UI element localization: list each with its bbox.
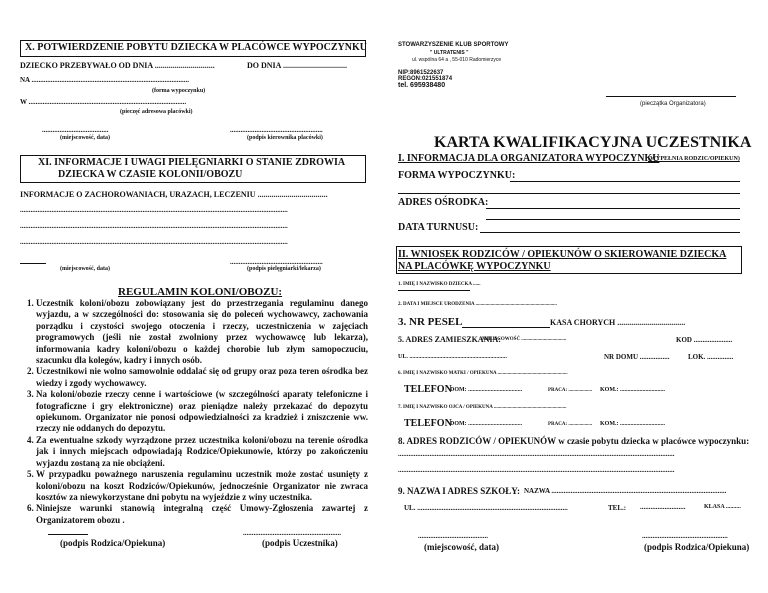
rules-sig-left-caption: (podpis Rodzica/Opiekuna) (60, 538, 166, 548)
father-phone-label: TELEFON (404, 418, 452, 429)
sig-parent-caption: (podpis Rodzica/Opiekuna) (644, 542, 750, 552)
sig-place-caption: (miejscowość, data) (424, 542, 499, 552)
s10-sig-left-caption: (miejscowość, data) (60, 135, 110, 141)
club-address: ul. wspólna 64 a , 55-010 Radomierzyce (412, 57, 502, 63)
s10-sig-left-dots: ...................................... (42, 126, 109, 134)
rule-item: 3. Na koloni/obozie rzeczy cenne i wartościowe (w szczególności aparaty telefoniczne i fotograficzne i gry elektroniczne) oraz pieniądze należy przekazać do depozytu opiekunom. Organizator nie ponosi odpowiedzialności za kradzież i zniszczenie ww. rzeczy nie oddanych do depozytu. (36, 389, 368, 435)
pesel-input[interactable] (462, 327, 550, 328)
rules-sig-right-dots: ........................................................ (243, 529, 341, 537)
postcode-field[interactable]: KOD ...................... (676, 336, 733, 344)
school-label: 9. NAZWA I ADRES SZKOŁY: (398, 486, 520, 496)
rules-sig-right-caption: (podpis Uczestnika) (262, 538, 338, 548)
mother-name-field[interactable]: 6. IMIĘ I NAZWISKO MATKI / OPIEKUNA ........................................................ (398, 371, 568, 376)
rule-item: 5. W przypadku poważnego naruszenia regulaminu uczestnik może zostać usunięty z koloni/obozu na koszt Rodziców/Opiekunów, jednocześnie Organizator nie zwraca kosztów za niewykorzystane dni pobytu na wyjeździe z winy uczestnika. (36, 469, 368, 503)
rules-sig-left-line (48, 534, 88, 535)
section-i-title: I. INFORMACJA DLA ORGANIZATORA WYPOCZYNKU (398, 153, 660, 164)
club-name: STOWARZYSZENIE KLUB SPORTOWY (398, 42, 509, 48)
section-xi-title-2: DZIECKA W CZASIE KOLONII/OBOZU (58, 169, 243, 180)
s11-sig-right-caption: (podpis pielęgniarki/lekarza) (247, 266, 321, 272)
turnus-date-input[interactable] (480, 232, 740, 233)
house-no-field[interactable]: NR DOMU ................. (604, 353, 670, 361)
club-quote: " ULTRATENIS " (430, 50, 469, 56)
school-name-field[interactable]: NAZWA .................................................................................................... (524, 487, 727, 495)
club-nip: NIP:8961522637 (398, 70, 444, 76)
vacation-form-caption: (forma wypoczynku) (152, 88, 206, 94)
father-home-phone-field[interactable]: DOM: .................................... (450, 421, 523, 427)
birth-field[interactable]: 2. DATA I MIEJSCE URODZENIA ................................................................. (398, 302, 557, 307)
school-street-field[interactable]: UL. ...................................................................................... (404, 504, 568, 512)
sig-place-dots: ........................................ (418, 532, 488, 540)
rules-title: REGULAMIN KOLONI/OBOZU: (118, 286, 283, 298)
turnus-date-label: DATA TURNUSU: (398, 222, 479, 233)
club-regon: REGON:021551874 (398, 76, 453, 82)
father-name-field[interactable]: 7. IMIĘ I NAZWISKO OJCA / OPIEKUNA .......................................................... (398, 405, 567, 410)
street-field[interactable]: UL. ................................................................. (398, 354, 507, 360)
rule-item: 4. Za ewentualne szkody wyrządzone przez uczestnika koloni/obozu na terenie ośrodka jak i innych miejscach odpowiadają Rodzice/Opiekunowie, którzy po zakończeniu wyjazdu zostaną za nie obciążeni. (36, 435, 368, 469)
health-info-line-3: ......................................................................................................................................................... (20, 238, 288, 246)
card-title: KARTA KWALIFIKACYJNA UCZESTNIKA (434, 134, 752, 151)
parents-address-line-1[interactable]: .............................................................................................................................................................. (398, 450, 675, 458)
stamp-caption: (pieczątka Organizatora) (640, 101, 706, 107)
section-xi-title-1: XI. INFORMACJE I UWAGI PIELĘGNIARKI O STANIE ZDROWIA (38, 157, 346, 168)
rule-item: 2. Uczestnikowi nie wolno samowolnie oddalać się od grupy oraz poza teren ośrodka bez wiedzy i zgody wychowawcy. (36, 366, 368, 389)
health-info-line-1: ......................................................................................................................................................... (20, 206, 288, 214)
stay-to: DO DNIA ................................ (247, 61, 348, 70)
father-work-phone-field[interactable]: PRACA: ................... (548, 422, 593, 427)
rule-item: 1. Uczestnik koloni/obozu zobowiązany jest do przestrzegania regulaminu danego wyjazdu, a w szczególności do: stosowania się do poleceń wychowawcy, zachowania porządku i czystości swojego otoczenia i rzeczy, uczestniczenia w zajęciach programowych (jeśli nie został zwolniony przez wychowawcę lub lekarza), informowania kadry koloni/obozu o każdej chorobie lub złym samopoczuciu, szacunku dla kolegów, kadry i innych osób. (36, 298, 368, 366)
pesel-label: 3. NR PESEL (398, 316, 463, 328)
section-i-note: (WYPEŁNIA RODZIC/OPIEKUN) (648, 156, 740, 162)
health-info-label: INFORMACJE O ZACHOROWANIACH, URAZACH, LECZENIU ................................... (20, 190, 328, 199)
vacation-form-field: NA .......................................................................................... (20, 76, 189, 84)
school-tel-field[interactable]: .......................... (640, 503, 686, 511)
facility-address-input[interactable] (486, 208, 740, 209)
facility-field: W .......................................................................................... (20, 98, 187, 106)
father-mobile-phone-field[interactable]: KOM.: .............................. (600, 421, 665, 427)
s11-sig-right-dots: ..................................................... (230, 258, 323, 266)
stay-from: DZIECKO PRZEBYWAŁO OD DNIA .............................. (20, 61, 215, 70)
s11-sig-left-line (20, 263, 46, 264)
facility-address-label: ADRES OŚRODKA: (398, 197, 489, 208)
section-ii-title-2: NA PLACÓWKĘ WYPOCZYNKU (398, 261, 551, 272)
health-fund-field[interactable]: KASA CHORYCH .................................. (550, 318, 686, 327)
section-x-title: X. POTWIERDZENIE POBYTU DZIECKA W PLACÓWCE WYPOCZYNKU (25, 42, 367, 53)
mother-home-phone-field[interactable]: DOM: .................................... (450, 387, 523, 393)
s10-sig-right-dots: ..................................................... (230, 126, 323, 134)
mother-mobile-phone-field[interactable]: KOM.: .............................. (600, 387, 665, 393)
s10-sig-right-caption: (podpis kierownika placówki) (247, 135, 323, 141)
s11-sig-left-caption: (miejscowość, data) (60, 266, 110, 272)
vacation-form-label: FORMA WYPOCZYNKU: (398, 170, 516, 181)
parents-address-label: 8. ADRES RODZICÓW / OPIEKUNÓW w czasie pobytu dziecka w placówce wypoczynku: (398, 436, 750, 446)
parents-address-line-2[interactable]: .............................................................................................................................................................. (398, 466, 675, 474)
facility-address-line-2[interactable] (486, 219, 740, 220)
vacation-form-input[interactable] (510, 181, 740, 182)
facility-caption: (pieczęć adresowa placówki) (120, 109, 193, 115)
club-phone: tel. 695938480 (398, 82, 446, 89)
school-class-field[interactable]: KLASA .......... (704, 504, 741, 510)
child-name-line (398, 290, 470, 291)
flat-no-field[interactable]: LOK. ............... (688, 353, 734, 361)
residence-label: 5. ADRES ZAMIESZKANIA: (398, 335, 501, 344)
rules-list (20, 298, 368, 526)
school-tel-label: TEL.: (608, 504, 627, 512)
rule-item: 6. Niniejsze warunki stanowią integralną część Umowy-Zgłoszenia zawartej z Organizatorem obozu . (36, 503, 368, 526)
mother-work-phone-field[interactable]: PRACA: ................... (548, 388, 593, 393)
vacation-form-line-2[interactable] (398, 193, 740, 194)
sig-parent-dots: ................................................. (642, 532, 728, 540)
child-name-field[interactable]: 1. IMIĘ I NAZWISKO DZIECKA ...... (398, 282, 481, 287)
section-ii-title-1: II. WNIOSEK RODZICÓW / OPIEKUNÓW O SKIEROWANIE DZIECKA (398, 249, 727, 260)
health-info-line-2: ......................................................................................................................................................... (20, 222, 288, 230)
mother-phone-label: TELEFON (404, 384, 452, 395)
stamp-line (606, 96, 736, 97)
residence-place-field[interactable]: MIEJSCOWOŚĆ .................................... (482, 337, 567, 342)
